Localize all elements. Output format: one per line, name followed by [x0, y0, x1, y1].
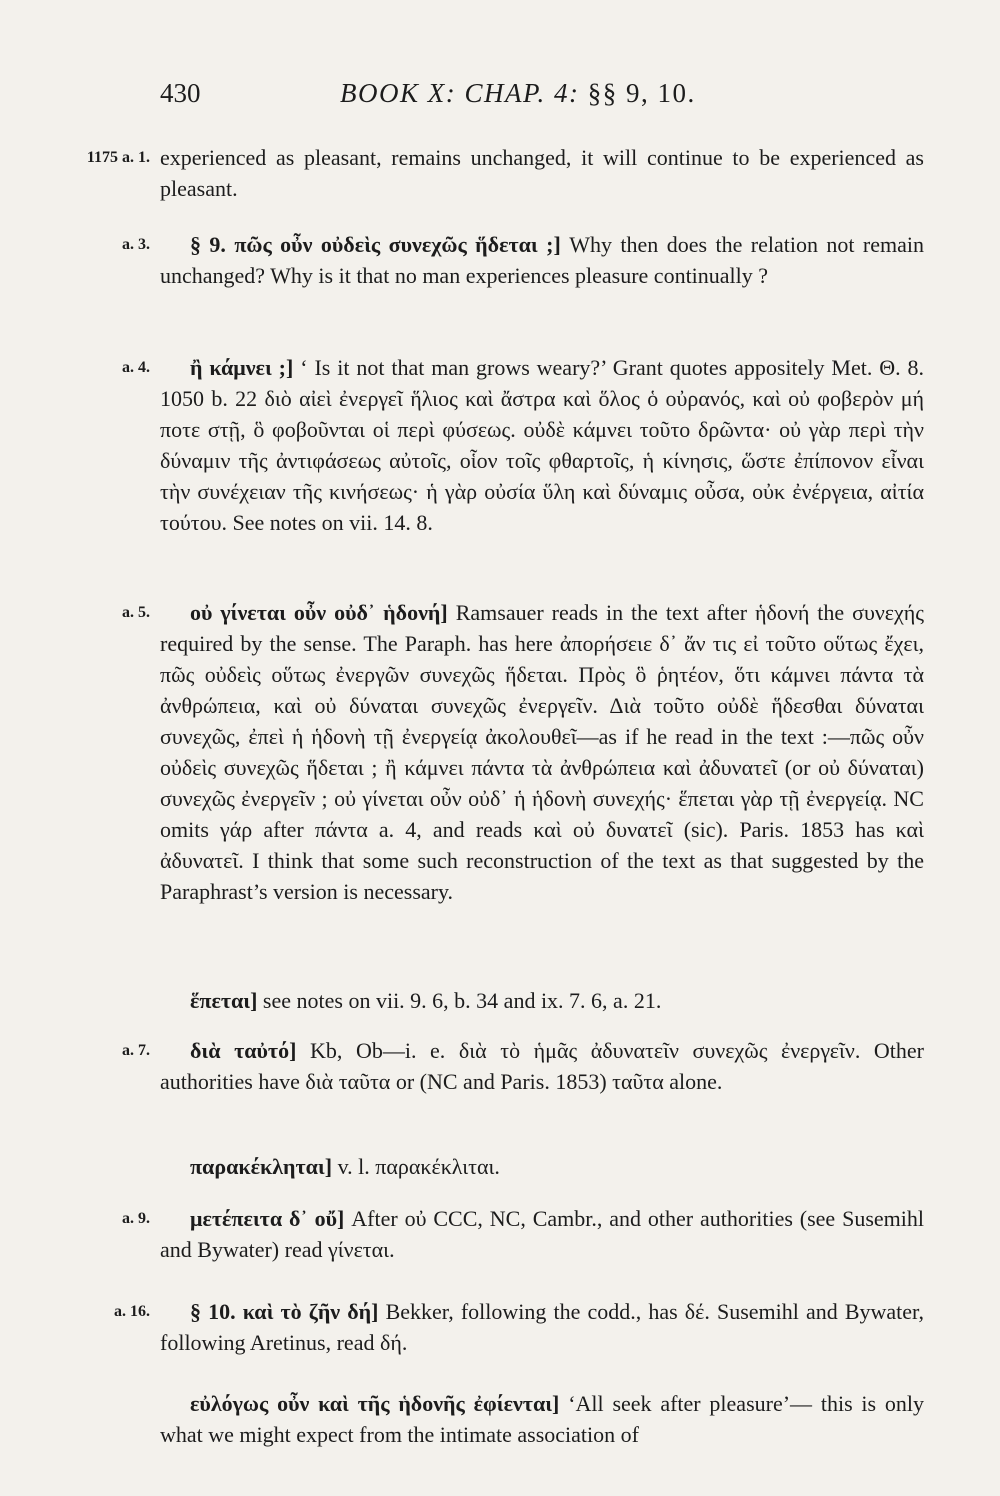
running-title	[340, 78, 696, 109]
line-reference: 1175 a. 1.	[86, 149, 150, 166]
lemma: § 9. πῶς οὖν οὐδεὶς συνεχῶς ἥδεται ;]	[190, 232, 561, 257]
lemma: εὐλόγως οὖν καὶ τῆς ἡδονῆς ἐφίενται]	[190, 1391, 560, 1416]
note-text: experienced as pleasant, remains unchanged, it will continue to be experienced as pleasant.	[160, 145, 924, 201]
note-text: ‘ Is it not that man grows weary?’ Grant quotes appositely Met. Θ. 8. 1050 b. 22 διὸ αἰεὶ ἐνεργεῖ ἥλιος καὶ ἄστρα καὶ ὅλος ὁ οὐρανός, καὶ οὐ φοβερὸν μή ποτε στῇ, ὃ φοβοῦνται οἱ περὶ φύσεως. οὐδὲ κάμνει τοῦτο δρῶντα· οὐ γὰρ περὶ τὴν δύναμιν τῆς ἀντιφάσεως αὐτοῖς, οἷον τοῖς φθαρτοῖς, ἡ κίνησις, ὥστε ἐπίπονον εἶναι τὴν συνέχειαν τῆς κινήσεως· ἡ γὰρ οὐσία ὕλη καὶ δύναμις οὖσα, οὐκ ἐνέργεια, αἰτία τούτου. See notes on vii. 14. 8.	[160, 355, 924, 535]
lemma: οὐ γίνεται οὖν οὐδ᾽ ἡδονή]	[190, 600, 448, 625]
lemma: ἕπεται]	[190, 988, 258, 1013]
note-text: After οὐ CCC, NC, Cambr., and other authorities (see Susemihl and Bywater) read γίνεται.	[160, 1206, 924, 1262]
page-header	[160, 78, 920, 118]
running-title-text: BOOK X: CHAP. 4:	[340, 78, 580, 108]
note-text: Ramsauer reads in the text after ἡδονή the συνεχής required by the sense. The Paraph. has here ἀπορήσειε δ᾽ ἄν τις εἰ τοῦτο οὕτως ἔχει, πῶς οὐδεὶς οὕτως ἐνεργῶν συνεχῶς ἥδεται. Πρὸς ὃ ῥητέον, ὅτι κάμνει πάντα τὰ ἀνθρώπεια, καὶ οὐ δύναται συνεχῶς ἐνεργεῖν. Διὰ τοῦτο οὐδὲ ἥδεσθαι δύναται συνεχῶς, ἐπεὶ ἡ ἡδονὴ τῇ ἐνεργείᾳ ἀκολουθεῖ—as if he read in the text :—πῶς οὖν οὐδεὶς συνεχῶς ἥδεται ; ἢ κάμνει πάντα τὰ ἀνθρώπεια καὶ ἀδυνατεῖ (or οὐ δύναται) συνεχῶς ἐνεργεῖν ; οὐ γίνεται οὖν οὐδ᾽ ἡ ἡδονὴ συνεχής· ἕπεται γὰρ τῇ ἐνεργείᾳ. NC omits γάρ after πάντα a. 4, and reads καὶ οὐ δυνατεῖ (sic). Paris. 1853 has καὶ ἀδυνατεῖ. I think that some such reconstruction of the text as that suggested by the Paraphrast’s version is necessary.	[160, 600, 925, 904]
lemma: διὰ ταὐτό]	[190, 1038, 297, 1063]
note-text: see notes on vii. 9. 6, b. 34 and ix. 7. 6, a. 21.	[262, 988, 662, 1013]
line-reference: a. 4.	[122, 359, 150, 376]
note-text: Kb, Ob—i. e. διὰ τὸ ἡμᾶς ἀδυνατεῖν συνεχῶς ἐνεργεῖν. Other authorities have διὰ ταῦτα or (NC and Paris. 1853) ταῦτα alone.	[160, 1038, 925, 1094]
note-a5	[122, 597, 925, 907]
note-text: ‘All seek after pleasure’— this is only what we might expect from the intimate association of	[160, 1391, 925, 1447]
line-reference: a. 7.	[122, 1042, 150, 1059]
note-a16	[114, 1296, 924, 1358]
lemma: § 10. καὶ τὸ ζῆν δή]	[190, 1299, 379, 1324]
note-1175-a1	[86, 142, 924, 204]
note-text: Why then does the relation not remain unchanged? Why is it that no man experiences pleasure continually ?	[160, 232, 924, 288]
note-parakeklitai	[160, 1151, 924, 1182]
note-hepetai	[160, 985, 924, 1016]
note-text: Bekker, following the codd., has δέ. Susemihl and Bywater, following Aretinus, read δή.	[160, 1299, 924, 1355]
note-a7	[122, 1035, 925, 1097]
note-a4	[122, 352, 924, 538]
line-reference: a. 5.	[122, 604, 150, 621]
line-reference: a. 16.	[114, 1303, 150, 1320]
lemma: μετέπειτα δ᾽ οὔ]	[190, 1206, 345, 1231]
page-number: 430	[160, 78, 201, 108]
line-reference: a. 9.	[122, 1210, 150, 1227]
section-marks: §§ 9, 10.	[587, 78, 696, 108]
note-eulogos	[160, 1388, 924, 1450]
lemma: ἢ κάμνει ;]	[190, 355, 294, 380]
note-a3	[122, 229, 924, 291]
lemma: παρακέκληται]	[190, 1154, 333, 1179]
line-reference: a. 3.	[122, 236, 150, 253]
note-text: v. l. παρακέκλιται.	[337, 1154, 500, 1179]
note-a9	[122, 1203, 924, 1265]
